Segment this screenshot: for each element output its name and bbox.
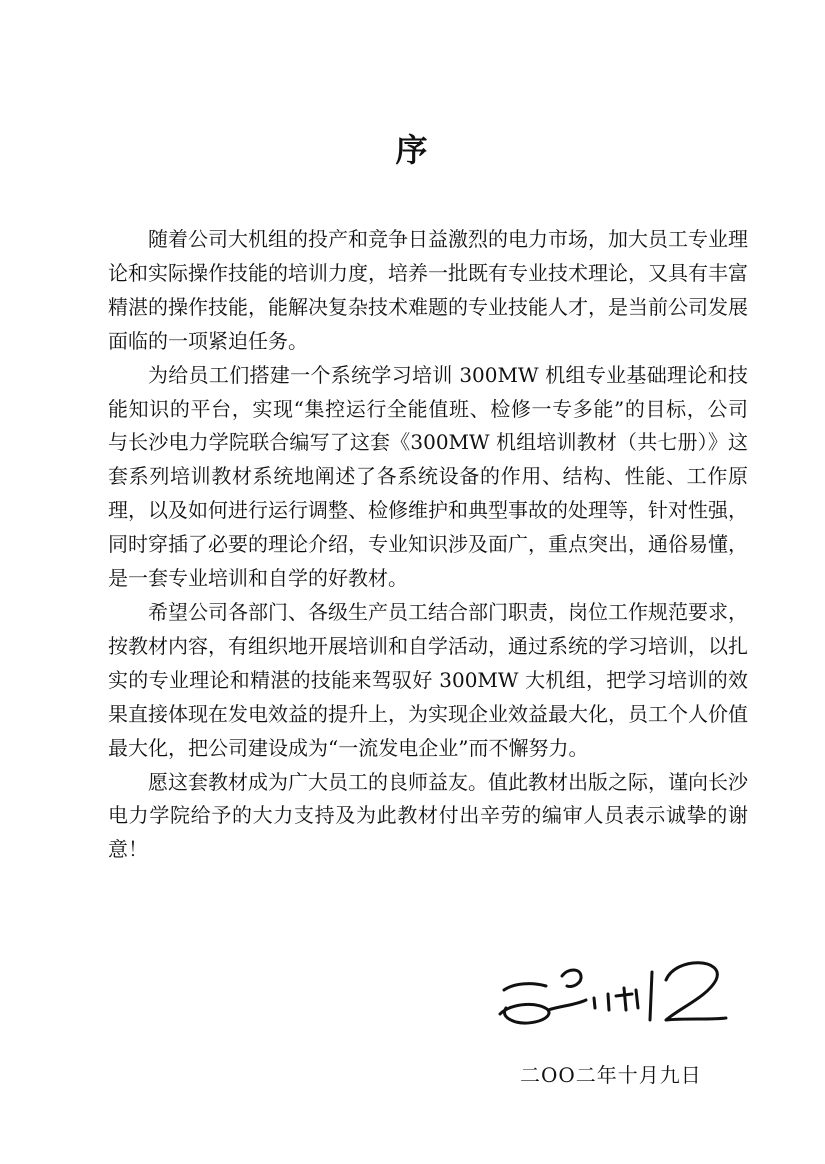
paragraph: 为给员工们搭建一个系统学习培训 300MW 机组专业基础理论和技能知识的平台，实现“集控运行全能值班、检修一专多能”的目标，公司与长沙电力学院联合编写了这套《300MW 机组培训教材（共七册）》这套系列培训教材系统地阐述了各系统设备的作用、结构、性能、工作原理，以及如何进行运行调整、检修维护和典型事故的处理等，针对性强，同时穿插了必要的理论介绍，专业知识涉及面广，重点突出，通俗易懂，是一套专业培训和自学的好教材。	[108, 362, 748, 591]
paragraph: 愿这套教材成为广大员工的良师益友。值此教材出版之际，谨向长沙电力学院给予的大力支持及为此教材付出辛劳的编审人员表示诚挚的谢意！	[108, 769, 748, 862]
date-line: 二OO二年十月九日	[520, 1063, 702, 1087]
paragraph: 随着公司大机组的投产和竞争日益激烈的电力市场，加大员工专业理论和实际操作技能的培训力度，培养一批既有专业技术理论，又具有丰富精湛的操作技能，能解决复杂技术难题的专业技能人才，是当前公司发展面临的一项紧迫任务。	[108, 227, 748, 353]
preface-body	[108, 223, 748, 867]
page-title: 序	[395, 131, 430, 170]
handwritten-signature	[490, 950, 730, 1032]
paragraph: 希望公司各部门、各级生产员工结合部门职责，岗位工作规范要求，按教材内容，有组织地开展培训和自学活动，通过系统的学习培训，以扎实的专业理论和精湛的技能来驾驭好 300MW 大机组，把学习培训的效果直接体现在发电效益的提升上，为实现企业效益最大化，员工个人价值最大化，把公司建设成为“一流发电企业”而不懈努力。	[108, 599, 748, 760]
